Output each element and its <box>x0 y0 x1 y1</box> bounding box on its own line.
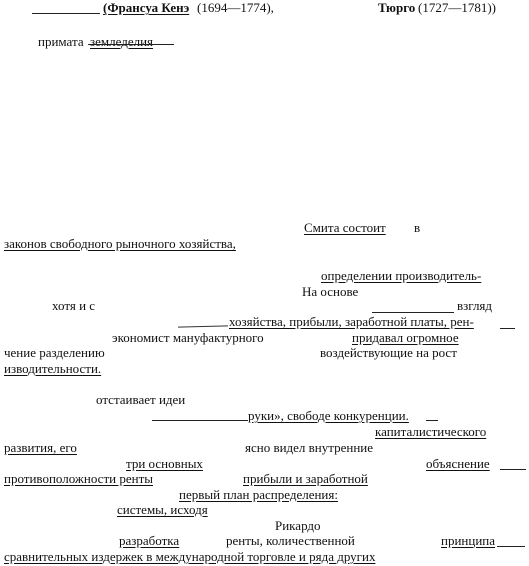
text-fragment: руки», свободе конкуренции. <box>248 408 409 423</box>
text-fragment: первый план распределения: <box>179 487 338 502</box>
text-fragment: системы, исходя <box>117 502 208 517</box>
text-fragment: взгляд <box>457 298 493 313</box>
blank-rule <box>32 13 100 14</box>
text-fragment: развития, его <box>4 440 77 455</box>
blank-rule <box>500 469 526 470</box>
text-fragment: (Франсуа Кенэ <box>103 0 190 15</box>
text-fragment: земледелия <box>90 34 154 49</box>
text-fragment: чение разделению <box>4 345 105 360</box>
text-fragment: три основных <box>126 456 203 471</box>
text-fragment: ренты, количественной <box>226 533 355 548</box>
text-fragment: прибыли и заработной <box>243 471 368 486</box>
text-fragment: На основе <box>302 284 359 299</box>
text-fragment: изводительности. <box>4 361 102 376</box>
blank-rule <box>497 546 525 547</box>
text-fragment: противоположности ренты <box>4 471 153 486</box>
text-fragment: принципа <box>441 533 496 548</box>
text-fragment: Тюрго <box>378 0 416 15</box>
text-fragment: сравнительных издержек в международной торговле и ряда других <box>4 549 376 564</box>
text-fragment: хозяйства, прибыли, заработной платы, рен- <box>229 314 474 329</box>
text-fragment: (1694—1774), <box>197 0 274 15</box>
text-fragment: Смита состоит <box>304 220 386 235</box>
text-fragment: в <box>414 220 421 235</box>
text-fragment: законов свободного рыночного хозяйства, <box>4 236 236 251</box>
blank-rule <box>500 328 515 329</box>
text-fragment: Рикардо <box>275 518 321 533</box>
text-fragment: хотя и с <box>52 298 96 313</box>
text-fragment: определении производитель- <box>321 268 482 283</box>
text-fragment: объяснение <box>426 456 490 471</box>
text-fragment: отстаивает идеи <box>96 392 186 407</box>
text-fragment: (1727—1781)) <box>418 0 496 15</box>
text-fragment: ясно видел внутренние <box>245 440 374 455</box>
text-fragment: капиталистического <box>375 424 487 439</box>
blank-rule <box>372 312 454 313</box>
text-fragment: воздействующие на рост <box>320 345 457 360</box>
blank-rule <box>426 420 438 421</box>
blank-rule <box>178 325 228 327</box>
text-fragment: разработка <box>119 533 180 548</box>
text-fragment: придавал огромное <box>352 330 459 345</box>
blank-rule <box>152 420 248 421</box>
text-fragment: экономист мануфактурного <box>112 330 264 345</box>
blank-rule <box>88 44 174 45</box>
text-fragment: примата <box>38 34 84 49</box>
